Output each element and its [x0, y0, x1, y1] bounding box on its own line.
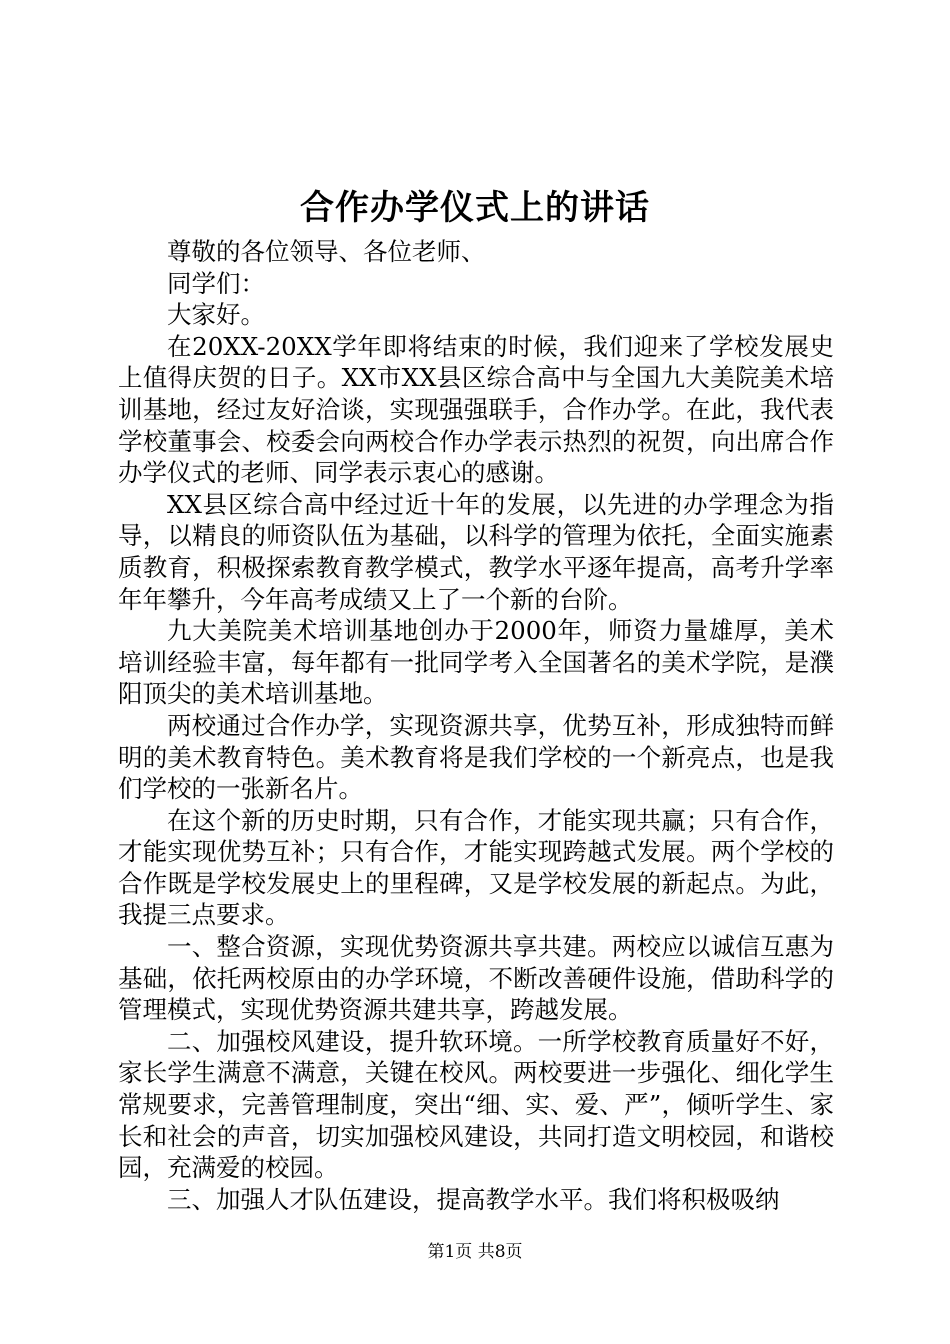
paragraph: 二、加强校风建设，提升软环境。一所学校教育质量好不好，家长学生满意不满意，关键在校风。两校要进一步强化、细化学生常规要求，完善管理制度，突出“细、实、爱、严”，倾听学生、家长和社会的声音，切实加强校风建设，共同打造文明校园，和谐校园，充满爱的校园。 — [118, 1026, 834, 1183]
paragraph: XX县区综合高中经过近十年的发展，以先进的办学理念为指导，以精良的师资队伍为基础，以科学的管理为依托，全面实施素质教育，积极探索教育教学模式，教学水平逐年提高，高考升学率年年攀升，今年高考成绩又上了一个新的台阶。 — [118, 489, 834, 614]
paragraph: 在20XX-20XX学年即将结束的时候，我们迎来了学校发展史上值得庆贺的日子。XX市XX县区综合高中与全国九大美院美术培训基地，经过友好洽谈，实现强强联手，合作办学。在此，我代表学校董事会、校委会向两校合作办学表示热烈的祝贺，向出席合作办学仪式的老师、同学表示衷心的感谢。 — [118, 331, 834, 488]
paragraph-salutation-2: 同学们： — [167, 268, 265, 298]
page-number-footer: 第1页 共8页 — [427, 1242, 523, 1262]
document-title: 合作办学仪式上的讲话 — [300, 188, 650, 228]
paragraph: 一、整合资源，实现优势资源共享共建。两校应以诚信互惠为基础，依托两校原由的办学环境，不断改善硬件设施，借助科学的管理模式，实现优势资源共建共享，跨越发展。 — [118, 932, 834, 1025]
paragraph-greeting: 大家好。 — [167, 300, 265, 330]
paragraph: 九大美院美术培训基地创办于2000年，师资力量雄厚，美术培训经验丰富，每年都有一批同学考入全国著名的美术学院，是濮阳顶尖的美术培训基地。 — [118, 616, 834, 709]
document-body — [118, 236, 834, 1215]
paragraph: 两校通过合作办学，实现资源共享，优势互补，形成独特而鲜明的美术教育特色。美术教育将是我们学校的一个新亮点，也是我们学校的一张新名片。 — [118, 710, 834, 804]
paragraph-salutation-1: 尊敬的各位领导、各位老师、 — [167, 237, 486, 266]
paragraph: 在这个新的历史时期，只有合作，才能实现共赢；只有合作，才能实现优势互补；只有合作，才能实现跨越式发展。两个学校的合作既是学校发展史上的里程碑，又是学校发展的新起点。为此，我提三点要求。 — [118, 805, 834, 930]
paragraph: 三、加强人才队伍建设，提高教学水平。我们将积极吸纳 — [167, 1184, 780, 1214]
